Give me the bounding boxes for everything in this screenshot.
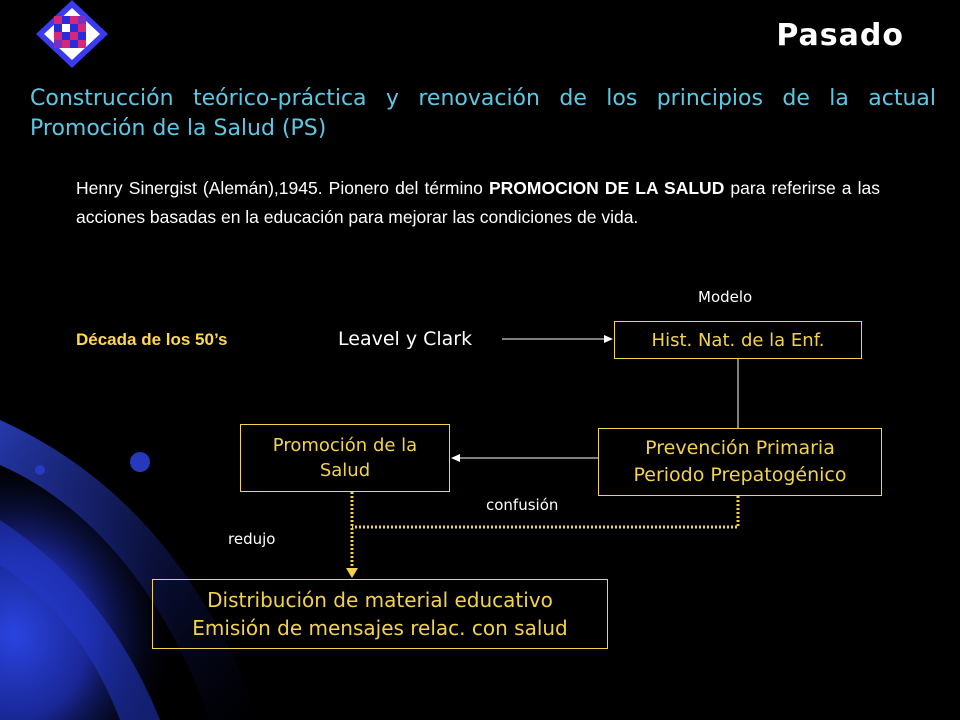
slide-title: Pasado [776, 18, 904, 53]
reduced-label: redujo [228, 530, 276, 548]
dotted-reduced-arrowhead [346, 568, 358, 578]
health-promotion-box [240, 424, 450, 492]
prevention-line-1: Prevención Primaria [645, 437, 835, 459]
model-label: Modelo [698, 288, 753, 306]
distribution-line-1: Distribución de material educativo [207, 588, 553, 612]
promotion-line-2: Salud [319, 460, 371, 481]
primary-prevention-box [598, 428, 882, 496]
educational-distribution-box [152, 579, 608, 649]
natural-history-box [614, 321, 862, 359]
checkered-diamond-logo-icon [30, 0, 114, 68]
natural-history-text: Hist. Nat. de la Enf. [651, 329, 825, 351]
intro-paragraph [76, 174, 880, 232]
author-label: Leavel y Clark [338, 328, 473, 350]
prevention-line-2: Periodo Prepatogénico [633, 464, 847, 486]
slide-subtitle: Construcción teórico-práctica y renovación de los principios de la actual Promoción de la Salud (PS) [30, 86, 936, 141]
paragraph-text-2: para referirse a las acciones basadas en la educación para mejorar las condiciones de vida. [76, 178, 880, 227]
promotion-line-1: Promoción de la [272, 435, 418, 456]
paragraph-text-1: Henry Sinergist (Alemán),1945. Pionero del término [76, 178, 489, 198]
decade-label: Década de los 50’s [76, 330, 228, 349]
paragraph-bold-term: PROMOCION DE LA SALUD [488, 178, 725, 198]
distribution-line-2: Emisión de mensajes relac. con salud [192, 616, 568, 640]
confusion-label: confusión [486, 496, 559, 514]
